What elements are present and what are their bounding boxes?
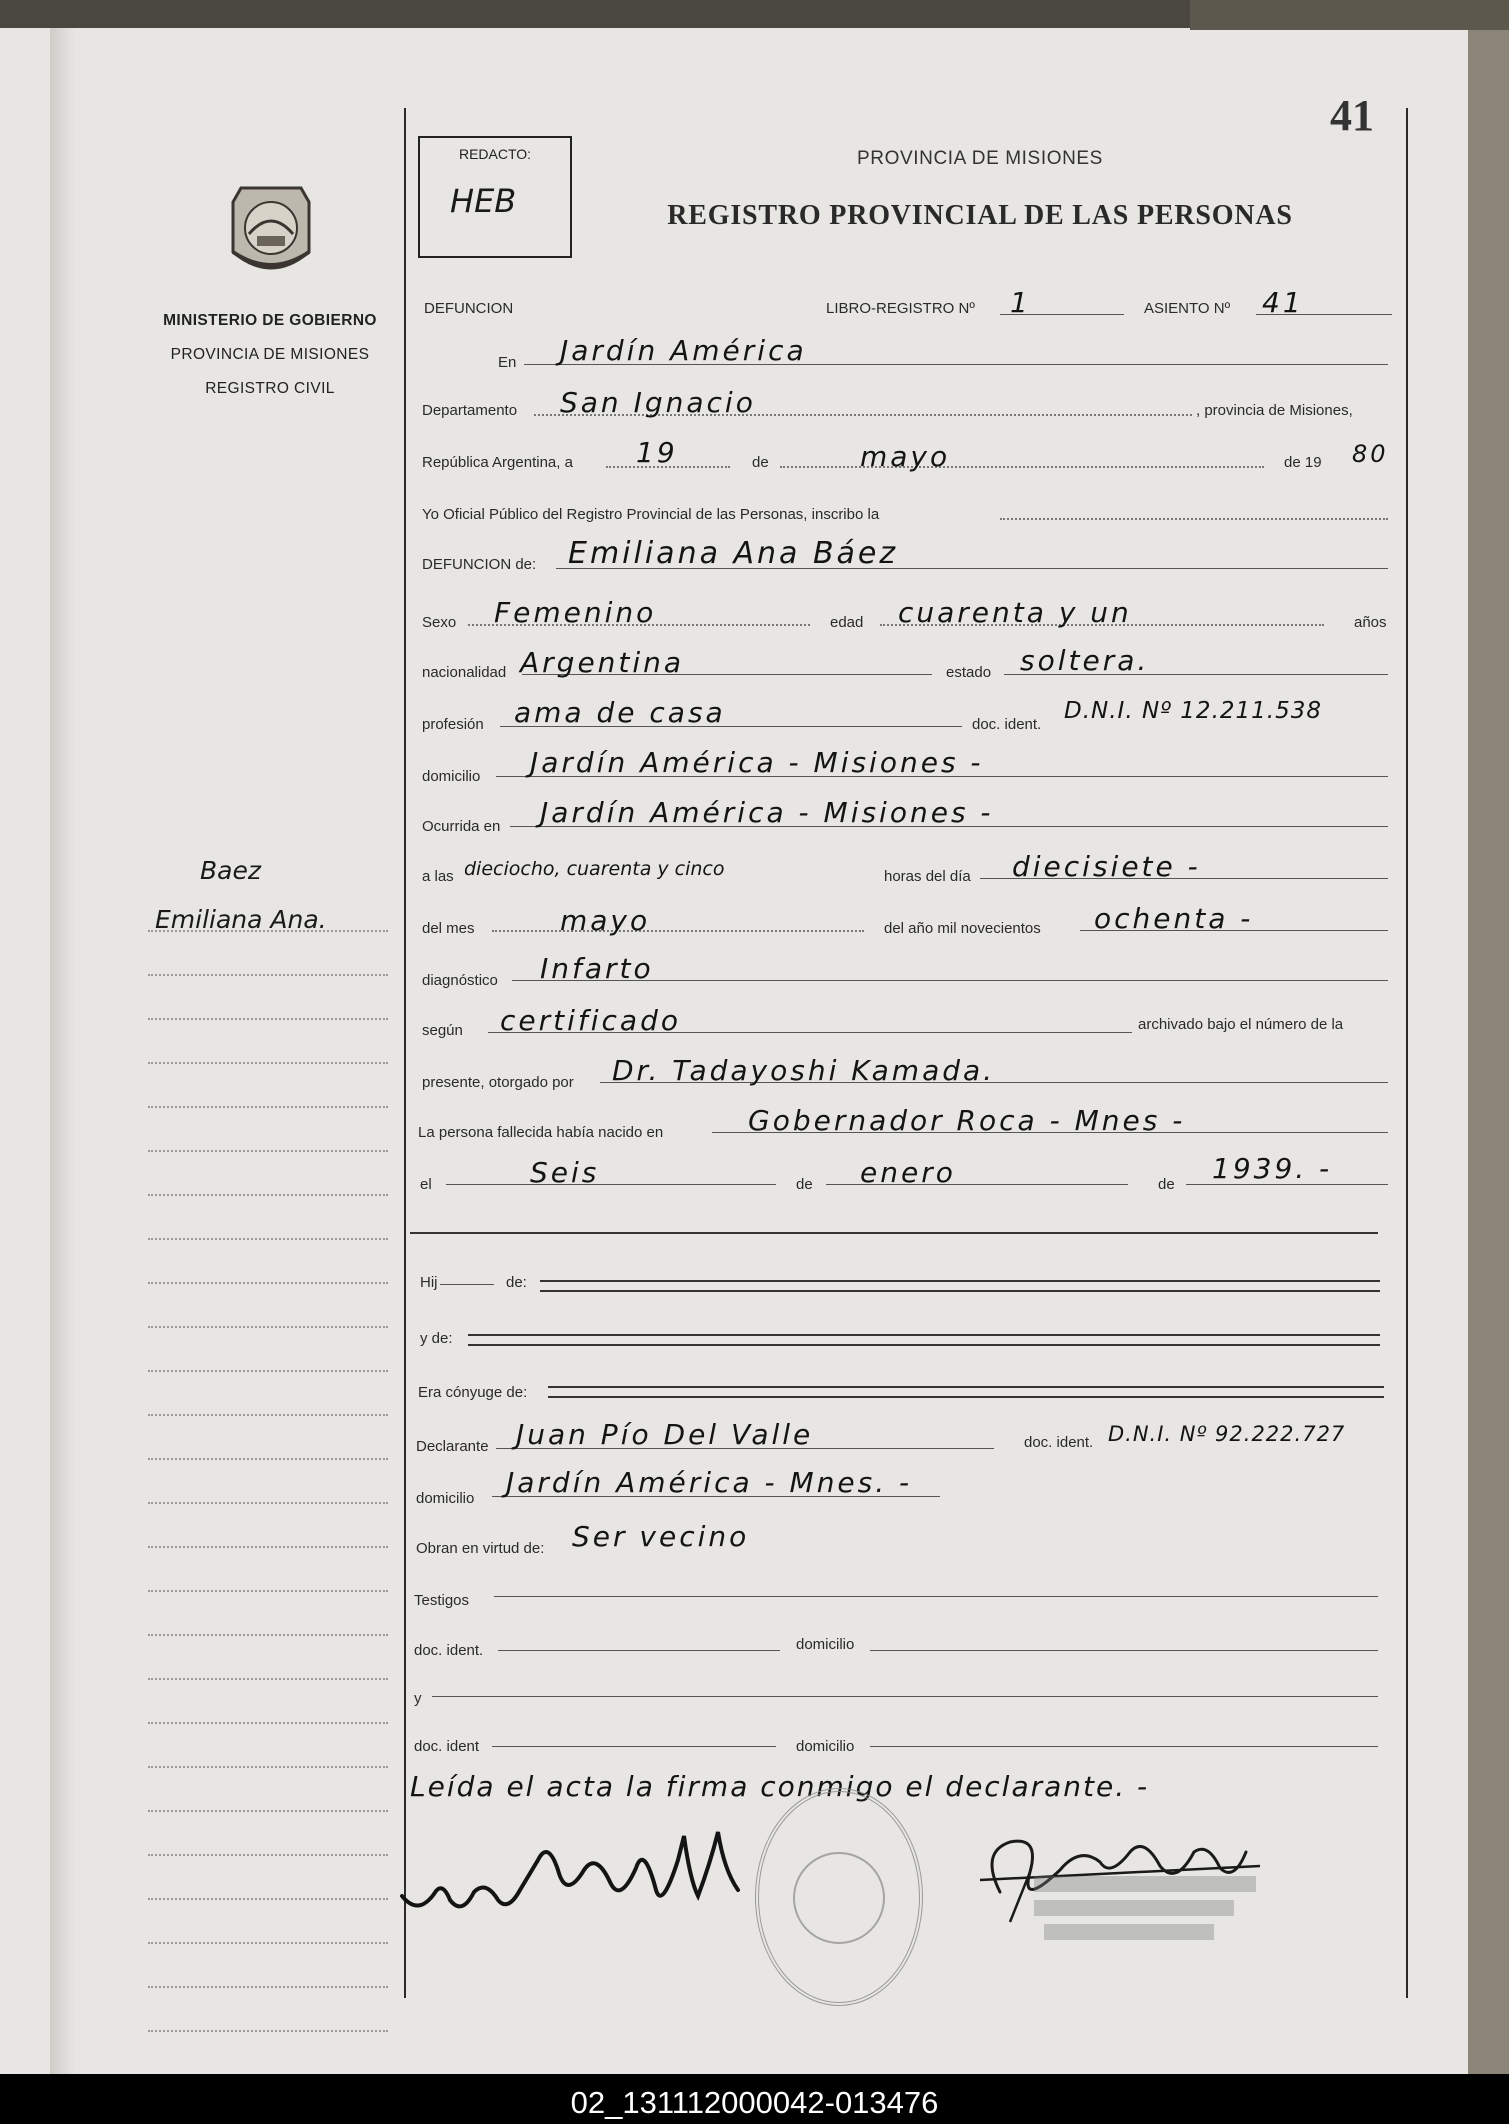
doc-ident-label: doc. ident. [972, 716, 1042, 733]
form-right-border [1406, 108, 1408, 1998]
witness1-domicilio-label: domicilio [796, 1636, 855, 1653]
official-line [1000, 518, 1388, 520]
ministry-heading: MINISTERIO DE GOBIERNO [163, 312, 377, 329]
doc-ident-value: D.N.I. Nº 12.211.538 [1064, 698, 1322, 724]
conyuge-line [548, 1386, 1384, 1388]
anos-label: años [1354, 614, 1387, 631]
redacto-label: REDACTO: [458, 146, 532, 162]
a-las-value: dieciocho, cuarenta y cinco [464, 858, 725, 880]
hij-de-label: de: [506, 1274, 527, 1291]
departamento-label: Departamento [422, 402, 518, 419]
birth-de-label-2: de [1158, 1176, 1175, 1193]
diagnostico-value: Infarto [540, 952, 654, 985]
province-heading: PROVINCIA DE MISIONES [170, 346, 370, 363]
horas-label: horas del día [884, 868, 971, 885]
birth-day: Seis [530, 1156, 600, 1189]
y-de-label: y de: [420, 1330, 453, 1347]
departamento-value: San Ignacio [560, 386, 756, 419]
birth-year: 1939. - [1212, 1152, 1333, 1185]
y-de-line [468, 1334, 1380, 1336]
birth-day-line [446, 1184, 776, 1185]
conyuge-line-2 [548, 1396, 1384, 1398]
en-label: En [498, 354, 517, 371]
obran-value: Ser vecino [572, 1520, 750, 1553]
hij-line [440, 1284, 494, 1285]
domicilio-label: domicilio [422, 768, 481, 785]
libro-value: 1 [1010, 286, 1031, 319]
del-mes-label: del mes [422, 920, 475, 937]
registry-heading: REGISTRO CIVIL [205, 380, 335, 397]
day-value: 19 [636, 436, 678, 469]
y-de-line-2 [468, 1344, 1380, 1346]
act-type-label: DEFUNCION [424, 300, 514, 317]
declarant-signature [398, 1820, 758, 1930]
hij-label: Hij [420, 1274, 438, 1291]
estado-value: soltera. [1020, 644, 1150, 677]
margin-ruled-lines [148, 888, 388, 2076]
el-label: el [420, 1176, 432, 1193]
birth-month: enero [860, 1156, 956, 1189]
form-left-border [404, 108, 406, 1998]
profesion-label: profesión [422, 716, 484, 733]
birth-de-label-1: de [796, 1176, 813, 1193]
witness2-line [432, 1696, 1378, 1697]
provincia-suffix: , provincia de Misiones, [1196, 402, 1353, 419]
republica-label: República Argentina, a [422, 454, 573, 471]
y-label: y [414, 1690, 422, 1707]
registry-title: REGISTRO PROVINCIAL DE LAS PERSONAS [667, 200, 1293, 231]
testigos-label: Testigos [414, 1592, 470, 1609]
province-title: PROVINCIA DE MISIONES [857, 148, 1103, 169]
presente-label: presente, otorgado por [422, 1074, 574, 1091]
dia-value: diecisiete - [1012, 850, 1201, 883]
redacto-initials: HEB [450, 182, 517, 220]
en-value: Jardín América [560, 334, 807, 367]
seal-emblem-icon [793, 1852, 885, 1944]
official-name-stamp [1030, 1870, 1260, 1950]
witness1-doc-label: doc. ident. [414, 1642, 484, 1659]
nacionalidad-value: Argentina [520, 646, 685, 679]
declarante-value: Juan Pío Del Valle [516, 1418, 814, 1451]
page-number: 41 [1330, 91, 1374, 140]
declarante-doc-value: D.N.I. Nº 92.222.727 [1108, 1422, 1346, 1446]
sexo-label: Sexo [422, 614, 457, 631]
province-emblem-icon [223, 178, 319, 288]
official-statement: Yo Oficial Público del Registro Provincial de las Personas, inscribo la [422, 506, 880, 523]
deceased-name: Emiliana Ana Báez [568, 536, 899, 571]
separator-line [410, 1232, 1378, 1234]
diagnostico-label: diagnóstico [422, 972, 498, 989]
profesion-value: ama de casa [514, 696, 726, 729]
segun-value: certificado [500, 1004, 681, 1037]
day-de-label: de [752, 454, 769, 471]
hij-de-line-2 [540, 1290, 1380, 1292]
obran-label: Obran en virtud de: [416, 1540, 545, 1557]
declarante-doc-label: doc. ident. [1024, 1434, 1094, 1451]
nacionalidad-label: nacionalidad [422, 664, 507, 681]
asiento-value: 41 [1262, 286, 1304, 319]
mes-value: mayo [560, 904, 651, 937]
domicilio-value: Jardín América - Misiones - [530, 746, 984, 779]
edad-value: cuarenta y un [898, 596, 1132, 629]
year-value: 80 [1352, 440, 1389, 468]
declarante-label: Declarante [416, 1438, 489, 1455]
presente-value: Dr. Tadayoshi Kamada. [612, 1054, 996, 1087]
footer-id: 02_131112000042-013476 [570, 2085, 939, 2120]
witness1-doc-line [498, 1650, 780, 1651]
sexo-value: Femenino [494, 596, 657, 629]
mes-line [492, 930, 864, 932]
next-page-edge [1468, 0, 1509, 2074]
a-las-label: a las [422, 868, 454, 885]
witness2-doc-line [492, 1746, 776, 1747]
book-cover-edge [1190, 0, 1509, 30]
declarante-domicilio-value: Jardín América - Mnes. - [506, 1466, 913, 1499]
testigos-line [494, 1596, 1378, 1597]
redacto-box [418, 136, 572, 258]
closing-statement: Leída el acta la firma conmigo el declarante. - [410, 1770, 1150, 1803]
conyuge-label: Era cónyuge de: [418, 1384, 528, 1401]
segun-label: según [422, 1022, 463, 1039]
margin-note-surname: Baez [200, 856, 261, 885]
witness2-domicilio-line [870, 1746, 1378, 1747]
witness1-domicilio-line [870, 1650, 1378, 1651]
declarante-domicilio-label: domicilio [416, 1490, 475, 1507]
registry-seal-stamp [755, 1788, 923, 2006]
page-gutter [50, 28, 76, 2074]
asiento-label: ASIENTO Nº [1144, 300, 1231, 317]
nacido-label: La persona fallecida había nacido en [418, 1124, 664, 1141]
year-prefix: de 19 [1284, 454, 1322, 471]
witness2-doc-label: doc. ident [414, 1738, 480, 1755]
nacido-value: Gobernador Roca - Mnes - [748, 1104, 1186, 1137]
month-line [780, 466, 1264, 468]
margin-note-given-names: Emiliana Ana. [155, 905, 327, 934]
archivado-label: archivado bajo el número de la [1138, 1016, 1344, 1033]
month-value: mayo [860, 440, 951, 473]
hij-de-line [540, 1280, 1380, 1282]
ano-value: ochenta - [1094, 902, 1254, 935]
ocurrida-value: Jardín América - Misiones - [540, 796, 994, 829]
ocurrida-label: Ocurrida en [422, 818, 501, 835]
edad-label: edad [830, 614, 864, 631]
defuncion-de-label: DEFUNCION de: [422, 556, 537, 573]
libro-label: LIBRO-REGISTRO Nº [826, 300, 975, 317]
witness2-domicilio-label: domicilio [796, 1738, 855, 1755]
estado-label: estado [946, 664, 992, 681]
del-ano-label: del año mil novecientos [884, 920, 1041, 937]
